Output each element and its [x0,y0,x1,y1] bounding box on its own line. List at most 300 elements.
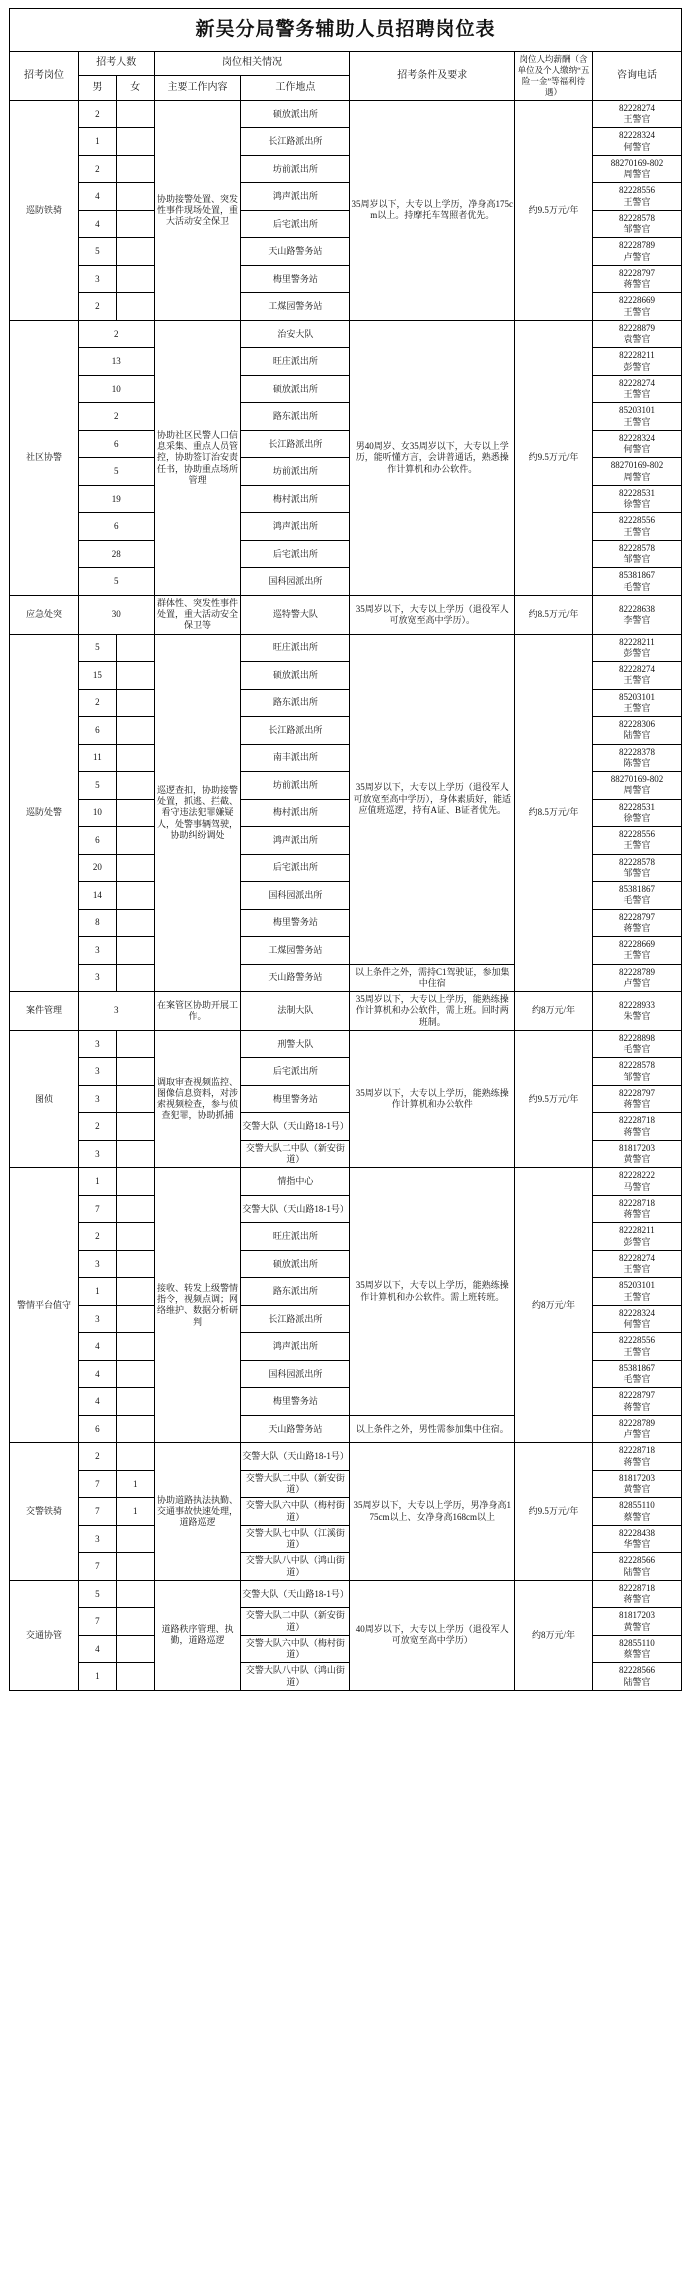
cell-salary: 约9.5万元/年 [515,1030,593,1168]
cell-male: 2 [78,155,116,183]
cell-male: 20 [78,854,116,882]
phone-contact: 毛警官 [623,895,651,906]
cell-work-place: 交警大队六中队（梅村街道） [241,1635,350,1663]
cell-work-place: 梅村派出所 [241,799,350,827]
phone-contact: 陆警官 [623,1676,651,1687]
phone-number: 82228797 [618,911,655,922]
cell-male: 6 [78,1415,116,1443]
cell-post: 社区协警 [10,320,79,595]
cell-male: 3 [78,1030,116,1058]
phone-contact: 陆警官 [623,1566,651,1577]
cell-female [116,1113,154,1141]
cell-male: 1 [78,1278,116,1306]
cell-phone [592,1058,681,1086]
phone-contact: 蒋警官 [623,1099,651,1110]
phone-contact: 黄警官 [623,1484,651,1495]
cell-phone [592,1525,681,1553]
cell-work-place: 后宅派出所 [241,210,350,238]
cell-count-merged: 2 [78,403,154,431]
phone-number: 82228933 [618,999,655,1010]
phone-number: 82228306 [618,719,655,730]
phone-number: 82228378 [618,746,655,757]
cell-phone [592,1635,681,1663]
phone-number: 82855110 [619,1500,655,1511]
cell-male: 3 [78,964,116,992]
cell-work-place: 巡特警大队 [241,595,350,634]
phone-contact: 毛警官 [623,1044,651,1055]
cell-work-content: 在案管区协助开展工作。 [154,992,241,1031]
cell-work-place: 工煤园警务站 [241,293,350,321]
cell-male: 1 [78,1663,116,1691]
cell-male: 2 [78,1113,116,1141]
cell-phone [592,348,681,376]
cell-female [116,1085,154,1113]
phone-number: 88270169-802 [610,460,664,471]
cell-phone [592,183,681,211]
cell-phone [592,320,681,348]
phone-number: 82855110 [619,1637,655,1648]
cell-phone [592,1113,681,1141]
phone-number: 82228718 [618,1115,655,1126]
table-row [10,100,682,128]
cell-work-place: 国科园派出所 [241,568,350,596]
cell-phone [592,1278,681,1306]
cell-female [116,238,154,266]
cell-work-content: 道路秩序管理、执勤，道路巡逻 [154,1580,241,1690]
phone-number: 82228566 [618,1665,655,1676]
phone-number: 82228222 [618,1170,655,1181]
table-row [10,320,682,348]
phone-number: 82228274 [618,664,655,675]
cell-work-place: 梅里警务站 [241,1388,350,1416]
cell-phone [592,265,681,293]
cell-conditions: 35周岁以下，大专以上学历，净身高175cm以上。持摩托车驾照者优先。 [350,100,515,320]
phone-contact: 蒋警官 [623,922,651,933]
cell-female [116,1388,154,1416]
cell-work-place: 鸿声派出所 [241,183,350,211]
cell-work-place: 后宅派出所 [241,540,350,568]
phone-contact: 黄警官 [623,1621,651,1632]
phone-number: 82228556 [618,185,655,196]
cell-work-place: 刑警大队 [241,1030,350,1058]
cell-work-place: 南丰派出所 [241,744,350,772]
cell-phone [592,882,681,910]
cell-phone [592,1250,681,1278]
cell-work-content: 协助接警处置、突发性事件现场处置，重大活动安全保卫 [154,100,241,320]
cell-phone [592,540,681,568]
cell-work-content: 群体性、突发性事件处置，重大活动安全保卫等 [154,595,241,634]
cell-male: 7 [78,1553,116,1581]
cell-conditions: 35周岁以下，大专以上学历，能熟练操作计算机和办公软件 [350,1030,515,1168]
cell-work-place: 长江路派出所 [241,717,350,745]
document-title-bar [9,8,682,51]
header-female: 女 [116,76,154,101]
table-body [10,100,682,1690]
cell-female [116,634,154,662]
cell-phone [592,100,681,128]
cell-male: 4 [78,183,116,211]
cell-work-place: 长江路派出所 [241,128,350,156]
cell-work-place: 情指中心 [241,1168,350,1196]
cell-post: 交警铁骑 [10,1443,79,1581]
phone-number: 82228898 [618,1032,655,1043]
phone-number: 82228531 [618,487,655,498]
cell-post: 图侦 [10,1030,79,1168]
cell-work-place: 治安大队 [241,320,350,348]
cell-male: 8 [78,909,116,937]
cell-male: 4 [78,1360,116,1388]
cell-post: 巡防处警 [10,634,79,992]
cell-male: 3 [78,1085,116,1113]
phone-number: 82228718 [618,1197,655,1208]
cell-salary: 约9.5万元/年 [515,320,593,595]
phone-contact: 周警官 [623,471,651,482]
cell-conditions: 40周岁以下，大专以上学历（退役军人可放宽至高中学历） [350,1580,515,1690]
cell-male: 5 [78,238,116,266]
phone-contact: 王警官 [623,1346,651,1357]
cell-male: 2 [78,1223,116,1251]
cell-phone [592,1195,681,1223]
cell-phone [592,992,681,1031]
header-post: 招考岗位 [10,51,79,100]
cell-phone [592,1140,681,1168]
cell-count-merged: 19 [78,485,154,513]
cell-work-place: 梅里警务站 [241,265,350,293]
header-phone: 咨询电话 [592,51,681,100]
cell-male: 7 [78,1608,116,1636]
cell-phone [592,155,681,183]
cell-phone [592,1470,681,1498]
cell-work-place: 坊前派出所 [241,458,350,486]
cell-female [116,128,154,156]
cell-conditions: 35周岁以下，大专以上学历（退役军人可放宽至高中学历）。 [350,595,515,634]
cell-work-place: 鸿声派出所 [241,513,350,541]
cell-salary: 约8万元/年 [515,1168,593,1443]
phone-contact: 蔡警官 [623,1649,651,1660]
cell-phone [592,458,681,486]
phone-number: 82228566 [618,1555,655,1566]
cell-female [116,1608,154,1636]
cell-count-merged: 3 [78,992,154,1031]
phone-number: 82228531 [618,801,655,812]
cell-female [116,909,154,937]
phone-contact: 卢警官 [623,1429,651,1440]
table-header [10,51,682,100]
cell-female [116,1360,154,1388]
cell-phone [592,293,681,321]
phone-contact: 朱警官 [623,1011,651,1022]
cell-conditions: 以上条件之外，需持C1驾驶证，参加集中住宿 [350,964,515,992]
cell-work-place: 梅村派出所 [241,485,350,513]
cell-female [116,937,154,965]
document-page [0,8,691,1691]
phone-contact: 周警官 [623,169,651,180]
cell-phone [592,1553,681,1581]
phone-contact: 毛警官 [623,581,651,592]
cell-work-place: 路东派出所 [241,403,350,431]
cell-male: 6 [78,827,116,855]
cell-work-place: 交警大队八中队（鸿山街道） [241,1663,350,1691]
cell-work-place: 天山路警务站 [241,1415,350,1443]
phone-number: 82228718 [618,1445,655,1456]
phone-contact: 王警官 [623,416,651,427]
cell-work-place: 交警大队（天山路18-1号） [241,1580,350,1608]
phone-contact: 王警官 [623,1264,651,1275]
cell-female [116,1525,154,1553]
phone-contact: 蒋警官 [623,1594,651,1605]
cell-female [116,1140,154,1168]
cell-post: 应急处突 [10,595,79,634]
cell-phone [592,1498,681,1526]
cell-count-merged: 5 [78,568,154,596]
cell-work-place: 后宅派出所 [241,1058,350,1086]
phone-contact: 王警官 [623,196,651,207]
header-count-group: 招考人数 [78,51,154,76]
phone-number: 82228789 [618,240,655,251]
table-row [10,595,682,634]
cell-male: 3 [78,1058,116,1086]
phone-number: 81817203 [618,1142,655,1153]
cell-work-place: 天山路警务站 [241,238,350,266]
phone-number: 82228879 [618,322,655,333]
phone-contact: 彭警官 [623,647,651,658]
cell-male: 3 [78,937,116,965]
phone-number: 81817203 [618,1472,655,1483]
phone-number: 85381867 [618,570,655,581]
cell-male: 4 [78,1388,116,1416]
cell-count-merged: 6 [78,513,154,541]
cell-female [116,1663,154,1691]
phone-number: 82228669 [618,939,655,950]
cell-conditions: 35周岁以下，大专以上学历，能熟练操作计算机和办公软件，需上班。回时两班制。 [350,992,515,1031]
cell-salary: 约8.5万元/年 [515,595,593,634]
phone-contact: 卢警官 [623,977,651,988]
cell-female [116,183,154,211]
cell-count-merged: 28 [78,540,154,568]
phone-contact: 徐警官 [623,812,651,823]
cell-male: 5 [78,634,116,662]
cell-phone [592,1360,681,1388]
cell-work-place: 旺庄派出所 [241,634,350,662]
cell-phone [592,854,681,882]
cell-male: 7 [78,1195,116,1223]
cell-female [116,155,154,183]
cell-female [116,882,154,910]
phone-number: 82228578 [618,856,655,867]
phone-number: 85203101 [618,405,655,416]
phone-number: 82228789 [618,966,655,977]
cell-male: 2 [78,293,116,321]
phone-contact: 卢警官 [623,251,651,262]
cell-female [116,210,154,238]
cell-female [116,799,154,827]
cell-phone [592,1443,681,1471]
cell-count-merged: 5 [78,458,154,486]
cell-conditions: 35周岁以下，大专以上学历，男净身高175cm以上、女净身高168cm以上 [350,1443,515,1581]
cell-phone [592,403,681,431]
cell-female [116,1305,154,1333]
cell-work-place: 梅里警务站 [241,1085,350,1113]
phone-number: 82228556 [618,1335,655,1346]
cell-salary: 约8.5万元/年 [515,634,593,992]
cell-male: 5 [78,1580,116,1608]
cell-count-merged: 2 [78,320,154,348]
cell-phone [592,128,681,156]
cell-conditions: 以上条件之外，男性需参加集中住宿。 [350,1415,515,1443]
cell-male: 15 [78,662,116,690]
cell-phone [592,634,681,662]
cell-work-place: 交警大队六中队（梅村街道） [241,1498,350,1526]
cell-work-place: 后宅派出所 [241,854,350,882]
phone-contact: 华警官 [623,1539,651,1550]
cell-female [116,1553,154,1581]
cell-phone [592,937,681,965]
phone-number: 82228274 [618,102,655,113]
cell-work-content: 接收、转发上级警情指令，视频点调；网络维护、数据分析研判 [154,1168,241,1443]
phone-contact: 何警官 [623,141,651,152]
cell-work-place: 交警大队二中队（新安街道） [241,1608,350,1636]
phone-number: 82228638 [618,603,655,614]
cell-work-place: 国科园派出所 [241,882,350,910]
phone-contact: 王警官 [623,950,651,961]
phone-contact: 李警官 [623,614,651,625]
cell-phone [592,485,681,513]
cell-phone [592,689,681,717]
cell-work-place: 坊前派出所 [241,155,350,183]
phone-contact: 彭警官 [623,361,651,372]
page-title: 新吴分局警务辅助人员招聘岗位表 [195,19,496,40]
cell-work-place: 长江路派出所 [241,430,350,458]
cell-phone [592,568,681,596]
cell-phone [592,717,681,745]
cell-phone [592,1415,681,1443]
cell-female [116,827,154,855]
cell-work-place: 路东派出所 [241,689,350,717]
phone-contact: 邹警官 [623,554,651,565]
cell-work-place: 硕放派出所 [241,1250,350,1278]
phone-contact: 何警官 [623,444,651,455]
phone-contact: 王警官 [623,114,651,125]
cell-post: 巡防铁骑 [10,100,79,320]
cell-work-content: 协助社区民警人口信息采集、重点人员管控，协助签订治安责任书，协助重点场所管理 [154,320,241,595]
phone-number: 85203101 [618,1280,655,1291]
phone-number: 82228797 [618,1390,655,1401]
cell-male: 1 [78,1168,116,1196]
phone-contact: 蒋警官 [623,1401,651,1412]
phone-number: 82228324 [618,1307,655,1318]
header-male: 男 [78,76,116,101]
cell-work-content: 调取审查视频监控、图像信息资料，对涉索视频检查，参与侦查犯罪，协助抓捕 [154,1030,241,1168]
phone-contact: 邹警官 [623,1071,651,1082]
cell-work-content: 巡逻查扣，协助接警处置，抓逃、拦截、看守违法犯罪嫌疑人，处警事辆驾驶，协助纠纷调处 [154,634,241,992]
cell-male: 7 [78,1498,116,1526]
phone-number: 82228274 [618,377,655,388]
phone-number: 82228324 [618,130,655,141]
table-row [10,1443,682,1471]
cell-phone [592,1223,681,1251]
phone-contact: 彭警官 [623,1236,651,1247]
cell-phone [592,375,681,403]
phone-number: 82228556 [618,515,655,526]
cell-female: 1 [116,1470,154,1498]
cell-phone [592,1305,681,1333]
cell-work-place: 交警大队八中队（鸿山街道） [241,1553,350,1581]
cell-phone [592,1663,681,1691]
cell-male: 6 [78,717,116,745]
cell-count-merged: 30 [78,595,154,634]
phone-number: 82228578 [618,212,655,223]
cell-work-place: 交警大队（天山路18-1号） [241,1113,350,1141]
cell-phone [592,513,681,541]
phone-contact: 马警官 [623,1181,651,1192]
cell-female [116,293,154,321]
cell-count-merged: 13 [78,348,154,376]
phone-number: 85203101 [618,691,655,702]
cell-salary: 约9.5万元/年 [515,1443,593,1581]
cell-male: 2 [78,100,116,128]
cell-phone [592,772,681,800]
phone-contact: 何警官 [623,1319,651,1330]
phone-number: 82228718 [618,1582,655,1593]
cell-male: 5 [78,772,116,800]
cell-female [116,1443,154,1471]
cell-work-place: 旺庄派出所 [241,348,350,376]
phone-contact: 蒋警官 [623,1456,651,1467]
cell-phone [592,430,681,458]
cell-work-place: 长江路派出所 [241,1305,350,1333]
cell-phone [592,662,681,690]
cell-female: 1 [116,1498,154,1526]
table-row [10,1168,682,1196]
cell-female [116,1333,154,1361]
phone-number: 82228789 [618,1417,655,1428]
cell-male: 4 [78,210,116,238]
cell-male: 7 [78,1470,116,1498]
phone-contact: 蔡警官 [623,1511,651,1522]
cell-work-place: 交警大队七中队（江溪街道） [241,1525,350,1553]
header-row-1 [10,51,682,76]
phone-number: 82228211 [619,350,655,361]
cell-conditions: 男40周岁、女35周岁以下，大专以上学历，能听懂方言，会讲普通话，熟悉操作计算机和办公软件。 [350,320,515,595]
phone-contact: 王警官 [623,675,651,686]
cell-work-place: 法制大队 [241,992,350,1031]
cell-work-place: 旺庄派出所 [241,1223,350,1251]
phone-contact: 王警官 [623,840,651,851]
phone-number: 82228211 [619,636,655,647]
header-work-content: 主要工作内容 [154,76,241,101]
cell-female [116,1030,154,1058]
phone-number: 82228324 [618,432,655,443]
cell-phone [592,909,681,937]
cell-female [116,100,154,128]
phone-contact: 王警官 [623,389,651,400]
cell-work-place: 交警大队（天山路18-1号） [241,1443,350,1471]
header-salary: 岗位人均薪酬（含单位及个人缴纳“五险一金”等福利待遇） [515,51,593,100]
cell-phone [592,1608,681,1636]
cell-male: 2 [78,689,116,717]
cell-work-place: 梅里警务站 [241,909,350,937]
phone-number: 82228438 [618,1527,655,1538]
cell-work-place: 硕放派出所 [241,375,350,403]
cell-phone [592,1168,681,1196]
phone-contact: 王警官 [623,306,651,317]
header-conditions: 招考条件及要求 [350,51,515,100]
cell-conditions: 35周岁以下，大专以上学历（退役军人可放宽至高中学历），身体素质好，能适应值班巡逻，持有A证、B证者优先。 [350,634,515,964]
phone-contact: 邹警官 [623,867,651,878]
cell-phone [592,595,681,634]
header-job-group: 岗位相关情况 [154,51,350,76]
cell-female [116,662,154,690]
